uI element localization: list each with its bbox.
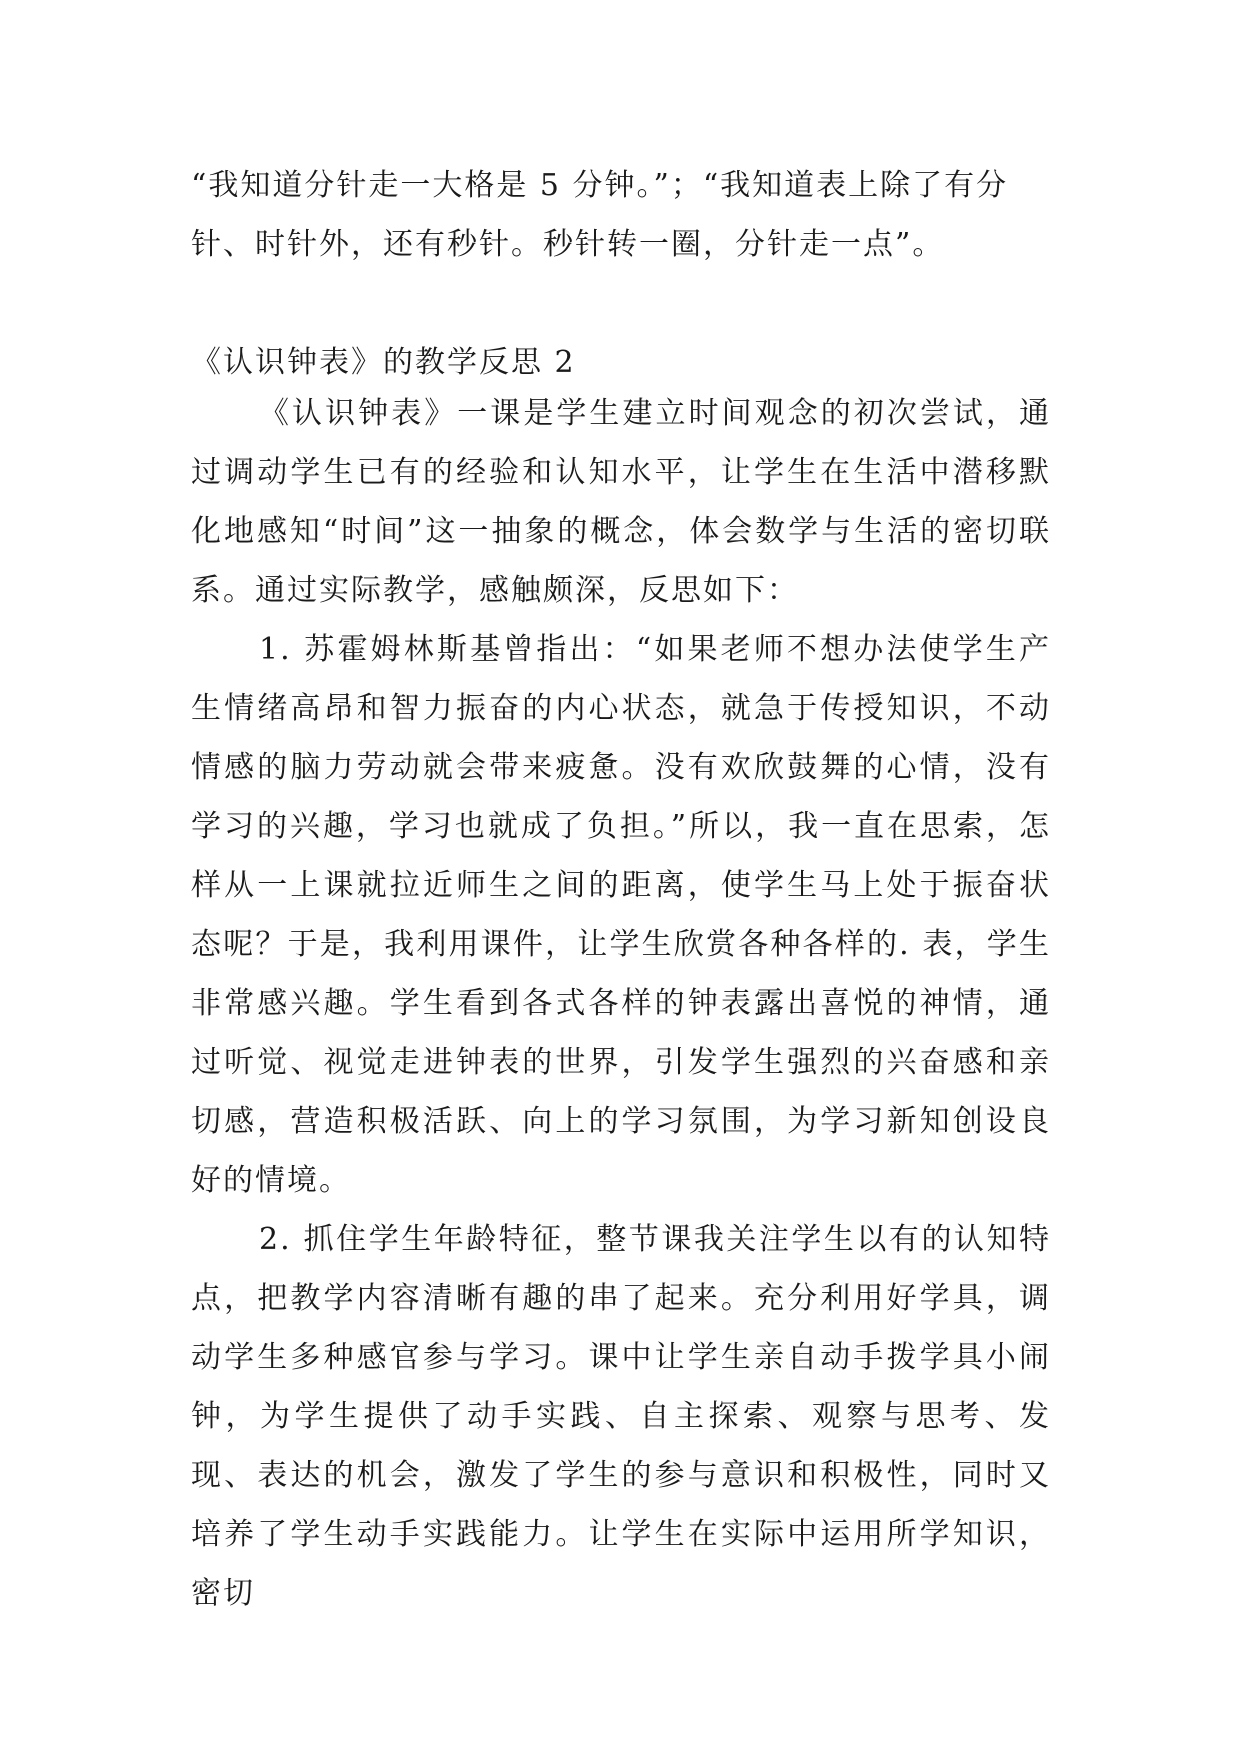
paragraph-point-2: 2. 抓住学生年龄特征，整节课我关注学生以有的认知特点，把教学内容清晰有趣的串了起来。充分利用好学具，调动学生多种感官参与学习。课中让学生亲自动手拨学具小闹钟，为学生提供了动手实践、自主探索、观察与思考、发现、表达的机会，激发了学生的参与意识和积极性，同时又培养了学生动手实践能力。让学生在实际中运用所学知识，密切 xyxy=(191,1222,1051,1611)
section-heading: 《认识钟表》的教学反思 2 xyxy=(191,345,576,380)
paragraph-point-1: 1. 苏霍姆林斯基曾指出：“如果老师不想办法使学生产生情绪高昂和智力振奋的内心状态，就急于传授知识，不动情感的脑力劳动就会带来疲惫。没有欢欣鼓舞的心情，没有学习的兴趣，学习也就成了负担。”所以，我一直在思索，怎样从一上课就拉近师生之间的距离，使学生马上处于振奋状态呢？于是，我利用课件，让学生欣赏各种各样的. 表，学生非常感兴趣。学生看到各式各样的钟表露出喜悦的神情，通过听觉、视觉走进钟表的世界，引发学生强烈的兴奋感和亲切感，营造积极活跃、向上的学习氛围，为学习新知创设良好的情境。 xyxy=(191,632,1051,1198)
paragraph-intro: 《认识钟表》一课是学生建立时间观念的初次尝试，通过调动学生已有的经验和认知水平，让学生在生活中潜移默化地感知“时间”这一抽象的概念，体会数学与生活的密切联系。通过实际教学，感触颇深，反思如下： xyxy=(191,396,1051,608)
body-content xyxy=(191,384,1051,1623)
top-paragraph: “我知道分针走一大格是 5 分钟。”；“我知道表上除了有分针、时针外，还有秒针。秒针转一圈，分针走一点”。 xyxy=(191,168,1009,262)
